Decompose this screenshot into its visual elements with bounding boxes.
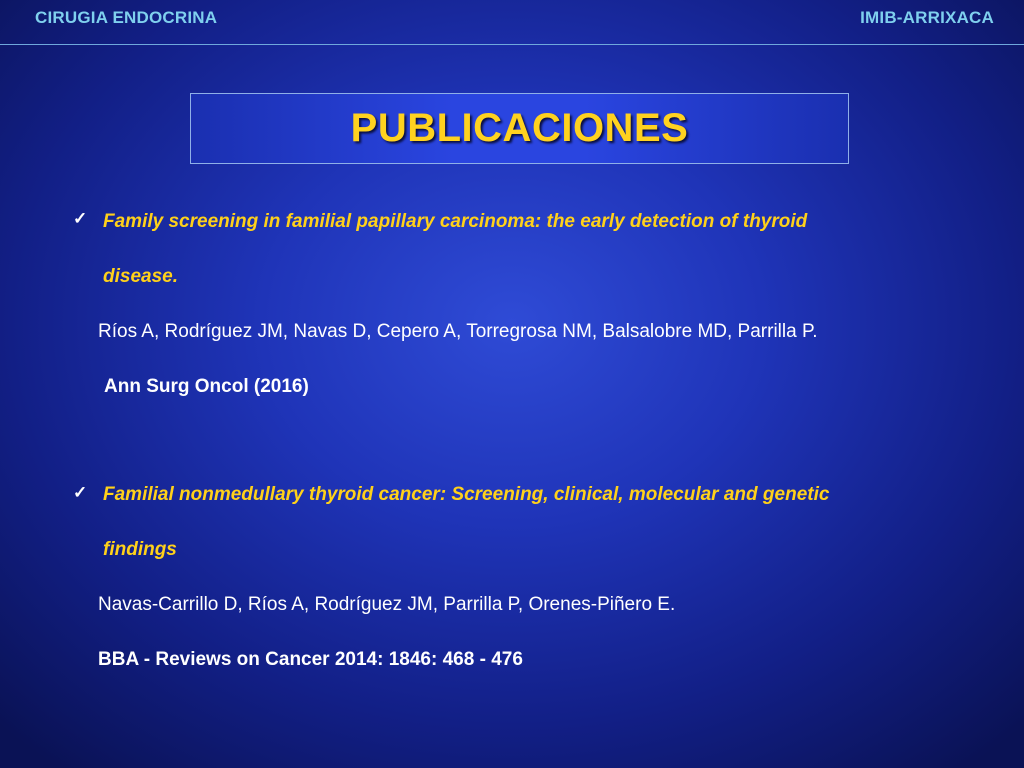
publication-1-title-line2: disease. — [103, 266, 178, 287]
publication-1-authors: Ríos A, Rodríguez JM, Navas D, Cepero A, Torregrosa NM, Balsalobre MD, Parrilla P. — [98, 321, 818, 342]
page-title: PUBLICACIONES — [350, 106, 689, 150]
header-divider — [0, 44, 1024, 45]
title-box — [190, 93, 849, 164]
publication-2-title-line2: findings — [103, 539, 177, 560]
header-right-label: IMIB-ARRIXACA — [860, 8, 994, 27]
publication-1-title-line1: Family screening in familial papillary carcinoma: the early detection of thyroid — [103, 211, 808, 232]
publication-2-authors: Navas-Carrillo D, Ríos A, Rodríguez JM, Parrilla P, Orenes-Piñero E. — [98, 594, 676, 615]
publication-2-journal: BBA - Reviews on Cancer 2014: 1846: 468 - 476 — [98, 649, 523, 670]
publication-2-title-line1: Familial nonmedullary thyroid cancer: Screening, clinical, molecular and genetic — [103, 484, 830, 505]
publication-1-title — [103, 194, 983, 304]
check-icon: ✓ — [73, 483, 88, 502]
header-left-label: CIRUGIA ENDOCRINA — [35, 8, 218, 27]
publication-1-journal: Ann Surg Oncol (2016) — [104, 376, 309, 397]
check-icon: ✓ — [73, 209, 88, 228]
publication-2-title — [103, 467, 983, 577]
